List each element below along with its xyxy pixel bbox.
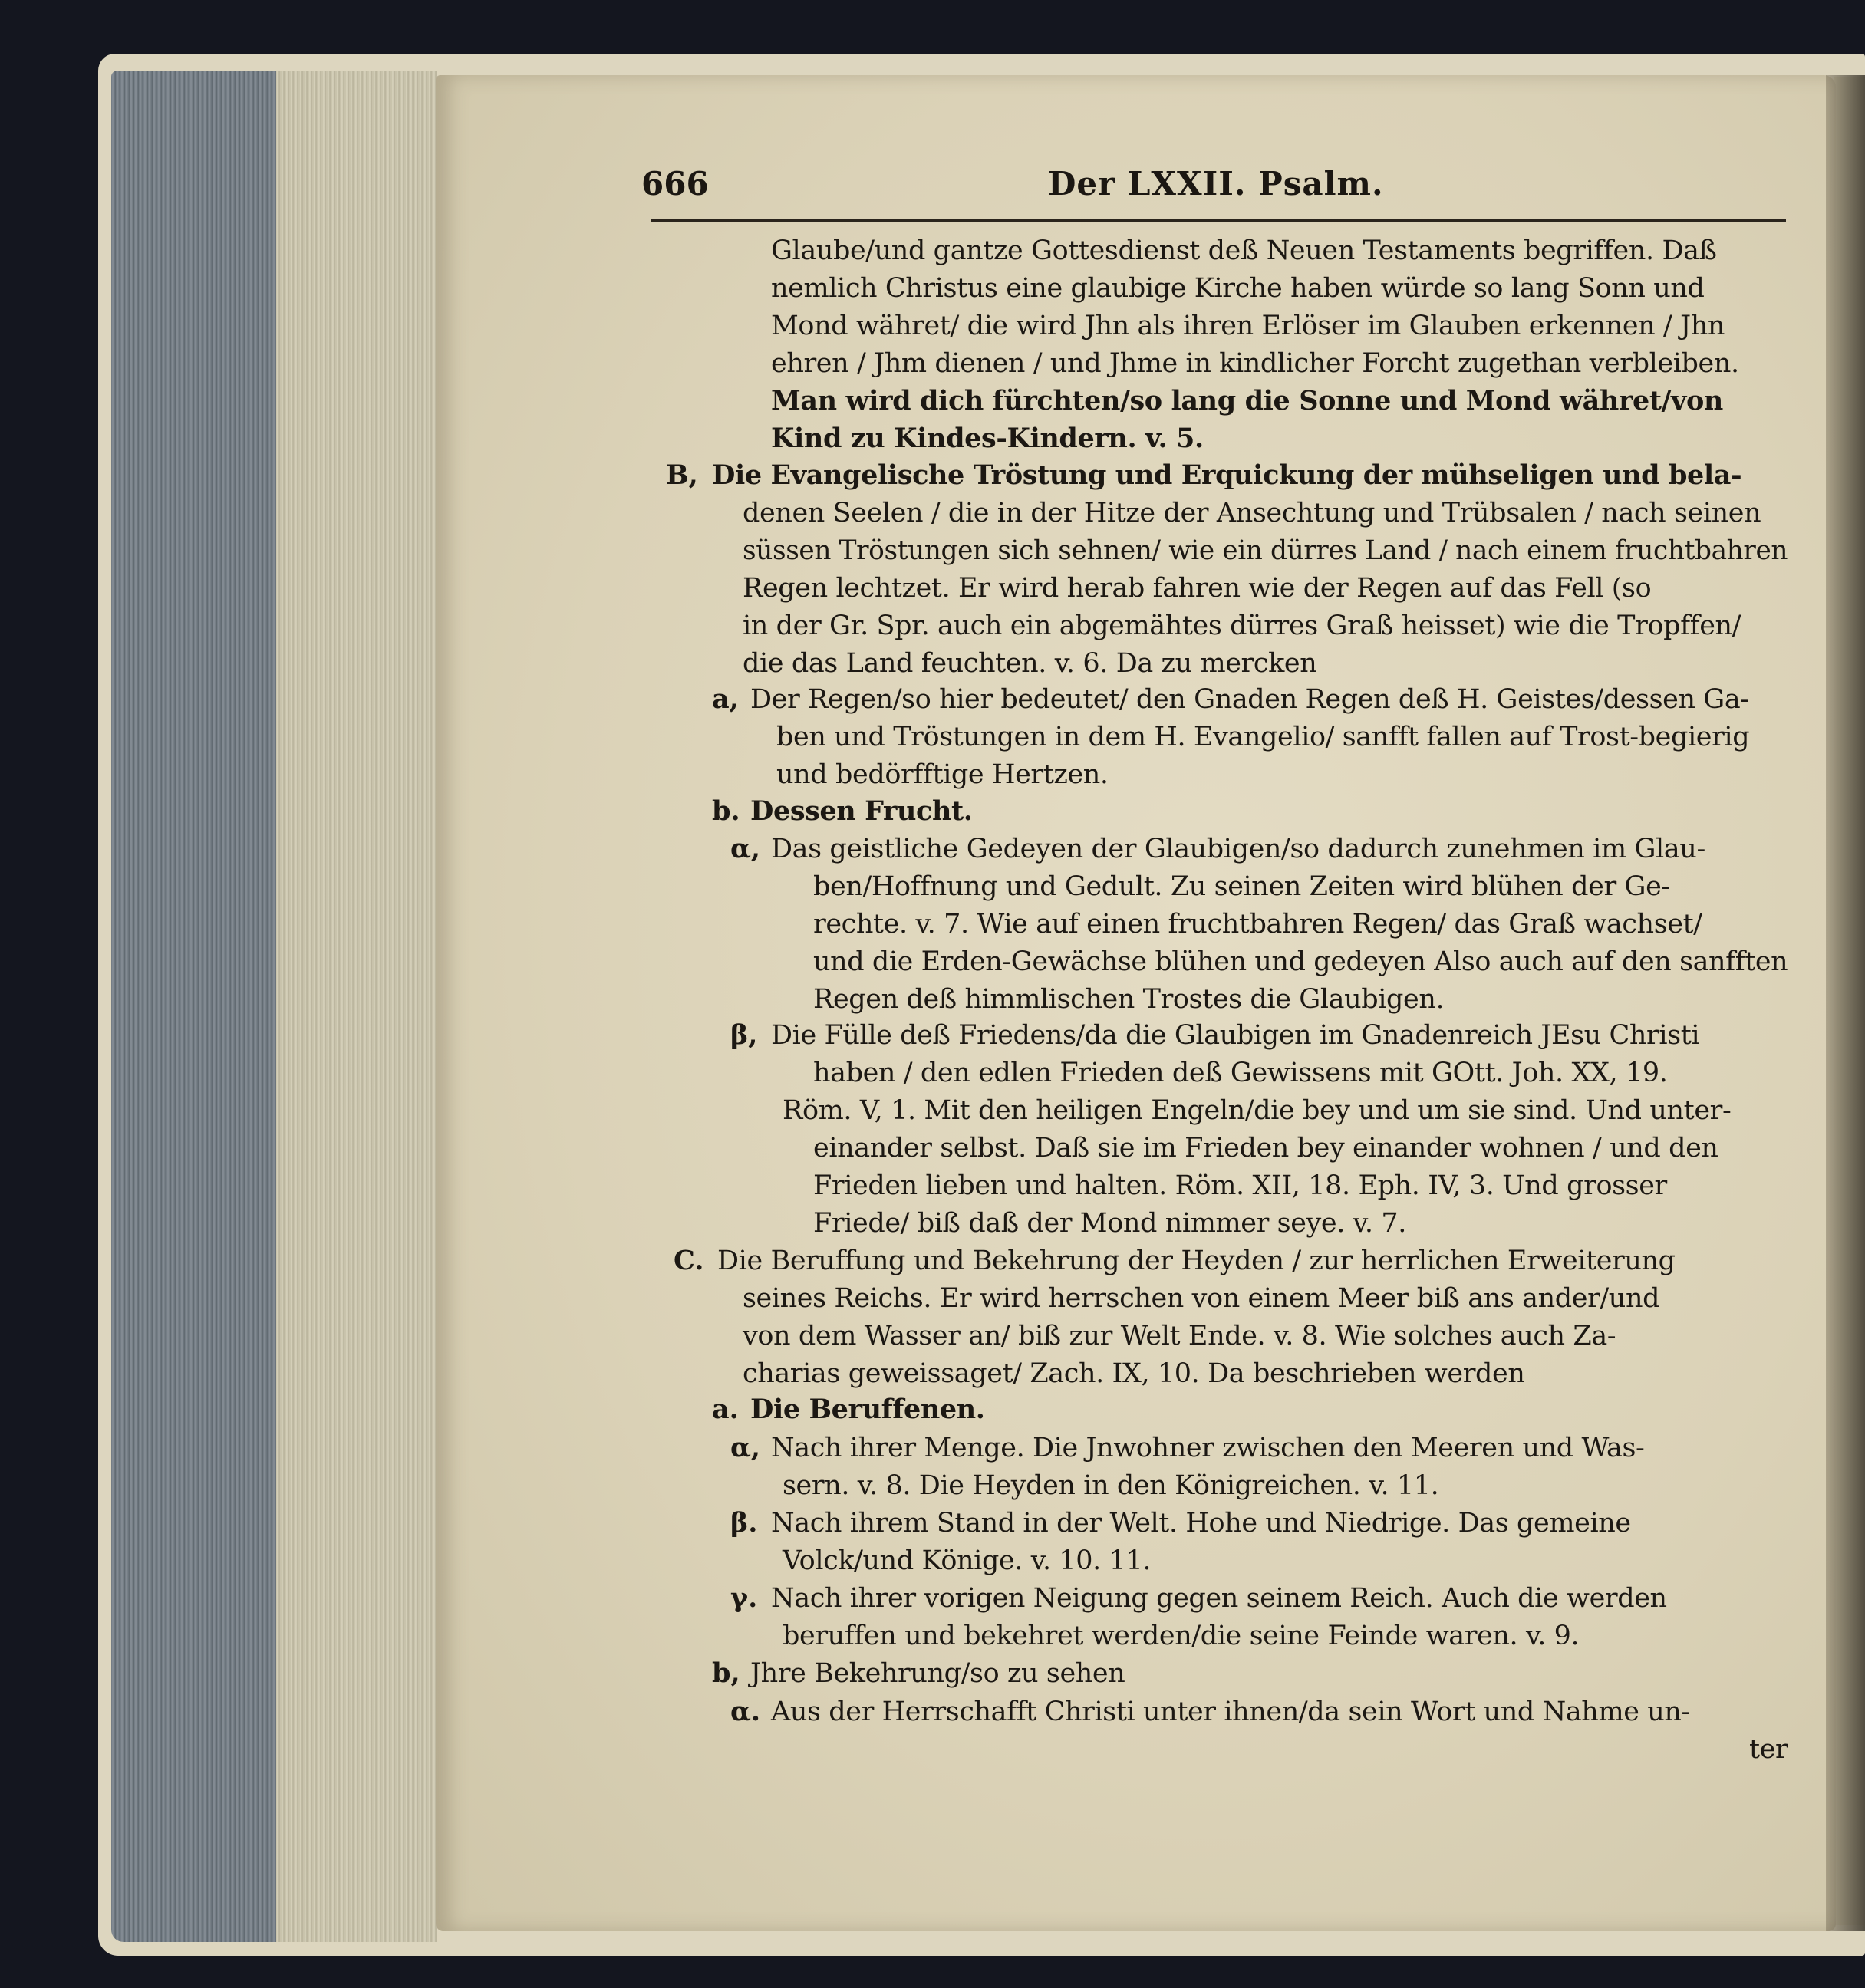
text-line: Der Regen/so hier bedeutet/ den Gnaden Regen deß H. Geistes/dessen Ga-: [750, 684, 1749, 715]
text-line: Nach ihrer Menge. Die Jnwohner zwischen den Meeren und Was-: [771, 1433, 1645, 1463]
page-number: 666: [641, 165, 709, 202]
text-line: nemlich Christus eine glaubige Kirche haben würde so lang Sonn und: [771, 273, 1705, 304]
running-title: Der LXXII. Psalm.: [1048, 165, 1384, 202]
subsection-marker-b: b.: [712, 795, 740, 827]
text-line: und die Erden-Gewächse blühen und gedeyen Also auch auf den sanfften: [813, 946, 1788, 977]
text-line: Röm. V, 1. Mit den heiligen Engeln/die bey und um sie sind. Und unter-: [783, 1095, 1732, 1126]
text-line: rechte. v. 7. Wie auf einen fruchtbahren Regen/ das Graß wachset/: [813, 909, 1702, 940]
text-line: Die Beruffenen.: [750, 1394, 985, 1425]
text-line: ben/Hoffnung und Gedult. Zu seinen Zeiten wird blühen der Ge-: [813, 871, 1670, 902]
point-marker-alpha: α,: [730, 833, 761, 864]
catchword: ter: [1749, 1734, 1788, 1765]
text-line: ehren / Jhm dienen / und Jhme in kindlicher Forcht zugethan verbleiben.: [771, 348, 1739, 379]
text-line: Frieden lieben und halten. Röm. XII, 18. Eph. IV, 3. Und grosser: [813, 1170, 1667, 1201]
text-line: die das Land feuchten. v. 6. Da zu mercken: [743, 648, 1317, 679]
point-marker-beta: β.: [730, 1507, 758, 1539]
text-line: charias geweissaget/ Zach. IX, 10. Da beschrieben werden: [743, 1358, 1525, 1389]
text-line: Die Fülle deß Friedens/da die Glaubigen im Gnadenreich JEsu Christi: [771, 1020, 1700, 1051]
text-line: und bedörfftige Hertzen.: [776, 759, 1109, 790]
text-line: seines Reichs. Er wird herrschen von einem Meer biß ans ander/und: [743, 1283, 1660, 1314]
section-marker-c: C.: [674, 1245, 704, 1276]
text-line: Regen lechtzet. Er wird herab fahren wie der Regen auf das Fell (so: [743, 573, 1652, 604]
subsection-marker-a: a,: [712, 683, 739, 715]
text-line: von dem Wasser an/ biß zur Welt Ende. v. 8. Wie solches auch Za-: [743, 1321, 1616, 1351]
text-line: Das geistliche Gedeyen der Glaubigen/so dadurch zunehmen im Glau-: [771, 834, 1705, 864]
subsection-marker-b: b,: [712, 1657, 740, 1689]
text-line: Die Beruffung und Bekehrung der Heyden / zur herrlichen Erweiterung: [717, 1246, 1676, 1276]
header-rule: [651, 219, 1786, 222]
text-line: Regen deß himmlischen Trostes die Glaubigen.: [813, 984, 1445, 1015]
text-line: Man wird dich fürchten/so lang die Sonne und Mond währet/von: [771, 385, 1723, 416]
text-line: Friede/ biß daß der Mond nimmer seye. v. 7.: [813, 1208, 1406, 1239]
point-marker-alpha: α.: [730, 1696, 761, 1727]
running-header: [641, 165, 1784, 214]
text-line: Mond währet/ die wird Jhn als ihren Erlöser im Glauben erkennen / Jhn: [771, 311, 1725, 341]
text-line: Aus der Herrschafft Christi unter ihnen/da sein Wort und Nahme un-: [771, 1697, 1690, 1727]
text-line: Jhre Bekehrung/so zu sehen: [750, 1658, 1125, 1689]
section-marker-b: B,: [666, 459, 698, 491]
subsection-marker-a: a.: [712, 1394, 739, 1425]
text-line: einander selbst. Daß sie im Frieden bey einander wohnen / und den: [813, 1133, 1718, 1164]
text-line: Nach ihrer vorigen Neigung gegen seinem Reich. Auch die werden: [771, 1583, 1667, 1614]
text-line: ben und Tröstungen in dem H. Evangelio/ sanfft fallen auf Trost-begierig: [776, 722, 1750, 752]
text-line: süssen Tröstungen sich sehnen/ wie ein dürres Land / nach einem fruchtbahren: [743, 535, 1788, 566]
book-page-edges: [276, 71, 437, 1942]
text-line: Kind zu Kindes-Kindern. v. 5.: [771, 423, 1204, 454]
point-marker-beta: β,: [730, 1019, 758, 1051]
text-line: sern. v. 8. Die Heyden in den Königreichen. v. 11.: [783, 1470, 1439, 1501]
point-marker-alpha: α,: [730, 1432, 761, 1463]
text-line: denen Seelen / die in der Hitze der Ansechtung und Trübsalen / nach seinen: [743, 498, 1761, 528]
text-line: beruffen und bekehret werden/die seine Feinde waren. v. 9.: [783, 1621, 1580, 1651]
text-line: Volck/und Könige. v. 10. 11.: [783, 1545, 1152, 1576]
point-marker-gamma: γ.: [730, 1582, 758, 1614]
text-line: Dessen Frucht.: [750, 795, 973, 827]
text-line: haben / den edlen Frieden deß Gewissens mit GOtt. Joh. XX, 19.: [813, 1058, 1668, 1088]
text-line: Nach ihrem Stand in der Welt. Hohe und Niedrige. Das gemeine: [771, 1508, 1631, 1539]
text-line: in der Gr. Spr. auch ein abgemähtes dürres Graß heisset) wie die Tropffen/: [743, 611, 1741, 641]
text-line: Glaube/und gantze Gottesdienst deß Neuen Testaments begriffen. Daß: [771, 235, 1717, 266]
gutter-shadow: [1826, 75, 1865, 1931]
text-line: Die Evangelische Tröstung und Erquickung der mühseligen und bela-: [712, 459, 1742, 491]
